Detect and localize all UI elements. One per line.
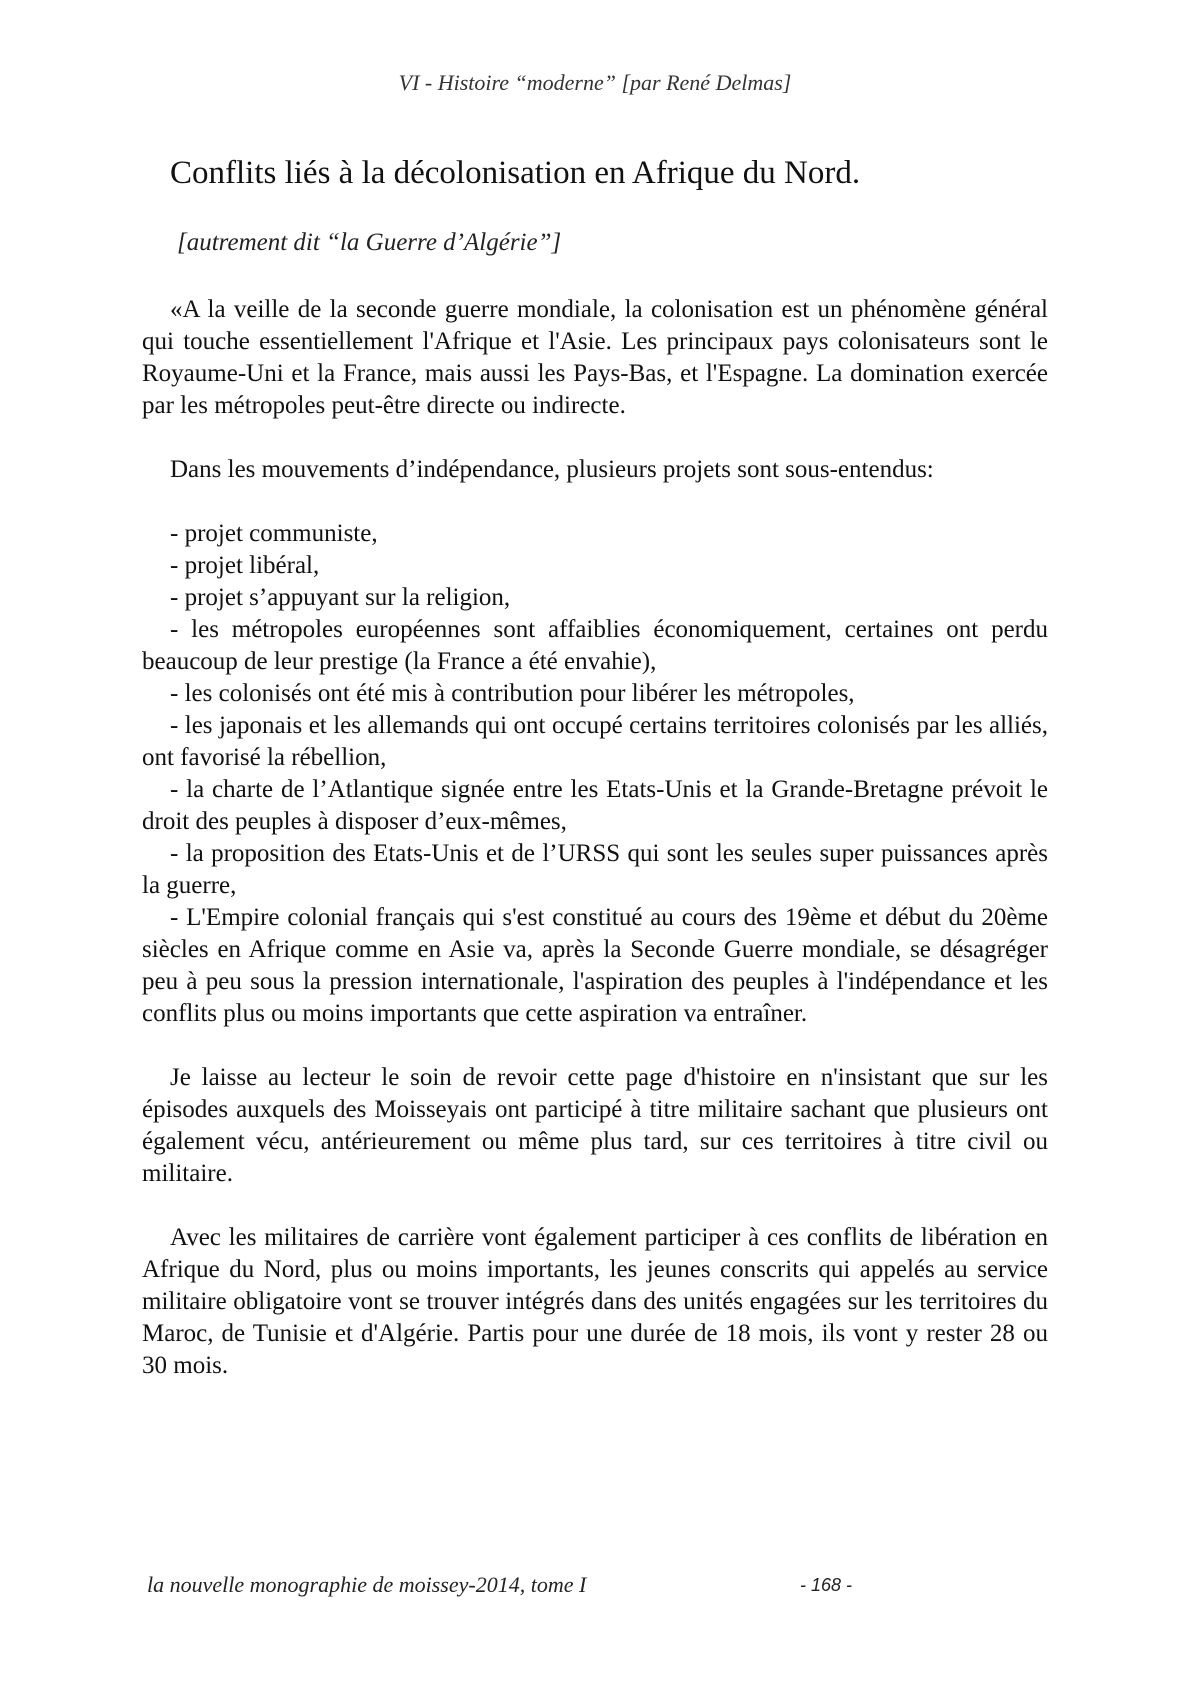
page-title: Conflits liés à la décolonisation en Afrique du Nord. <box>170 155 861 191</box>
running-header: VI - Histoire “moderne” [par René Delmas] <box>398 70 792 95</box>
document-body <box>142 294 1048 1382</box>
footer-publication: la nouvelle monographie de moissey-2014, tome I <box>147 1572 587 1597</box>
list-item: - projet s’appuyant sur la religion, <box>170 584 511 611</box>
paragraph-reader-note: Je laisse au lecteur le soin de revoir cette page d'histoire en n'insistant que sur les épisodes auxquels des Moisseyais ont participé à titre militaire sachant que plusieurs ont également vécu, antérieurement ou même plus tard, sur ces territoires à titre civil ou militaire. <box>142 1064 1048 1187</box>
list-item: - L'Empire colonial français qui s'est constitué au cours des 19ème et début du 20ème siècles en Afrique comme en Asie va, après la Seconde Guerre mondiale, se désagréger peu à peu sous la pression internationale, l'aspiration des peuples à l'indépendance et les conflits plus ou moins importants que cette aspiration va entraîner. <box>142 904 1048 1027</box>
list-item: - les métropoles européennes sont affaiblies économiquement, certaines ont perdu beaucoup de leur prestige (la France a été envahie), <box>142 616 1048 675</box>
paragraph-projects: Dans les mouvements d’indépendance, plusieurs projets sont sous-entendus: <box>170 456 934 483</box>
footer-page-number: - 168 - <box>800 1575 853 1595</box>
list-item: - la charte de l’Atlantique signée entre les Etats-Unis et la Grande-Bretagne prévoit le droit des peuples à disposer d’eux-mêmes, <box>142 776 1048 835</box>
list-item: - la proposition des Etats-Unis et de l’URSS qui sont les seules super puissances après la guerre, <box>142 840 1048 899</box>
list-item: - les colonisés ont été mis à contribution pour libérer les métropoles, <box>170 680 855 707</box>
list-item: - projet communiste, <box>170 520 378 547</box>
list-item: - les japonais et les allemands qui ont occupé certains territoires colonisés par les alliés, ont favorisé la rébellion, <box>142 712 1048 771</box>
list-item: - projet libéral, <box>170 552 320 579</box>
paragraph-conscripts: Avec les militaires de carrière vont également participer à ces conflits de libération en Afrique du Nord, plus ou moins importants, les jeunes conscrits qui appelés au service militaire obligatoire vont se trouver intégrés dans des unités engagées sur les territoires du Maroc, de Tunisie et d'Algérie. Partis pour une durée de 18 mois, ils vont y rester 28 ou 30 mois. <box>142 1224 1048 1379</box>
paragraph-intro: «A la veille de la seconde guerre mondiale, la colonisation est un phénomène général qui touche essentiellement l'Afrique et l'Asie. Les principaux pays colonisateurs sont le Royaume-Uni et la France, mais aussi les Pays-Bas, et l'Espagne. La domination exercée par les métropoles peut-être directe ou indirecte. <box>142 296 1048 419</box>
page-subtitle: [autrement dit “la Guerre d’Algérie”] <box>177 229 562 256</box>
